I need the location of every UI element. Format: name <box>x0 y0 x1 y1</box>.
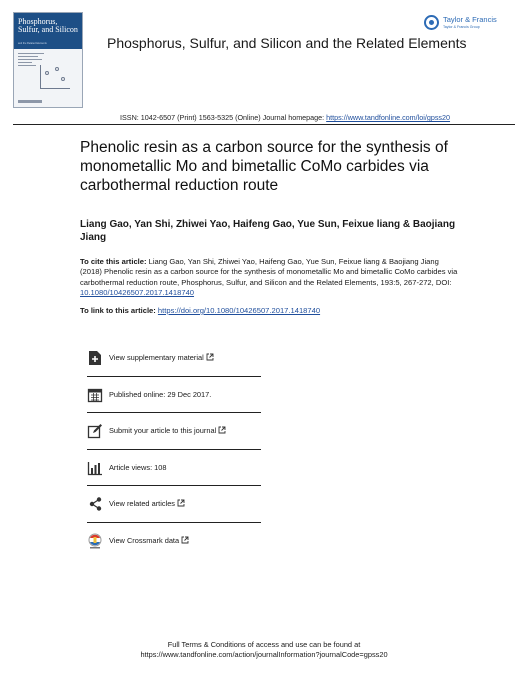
cover-title: Phosphorus, Sulfur, and Silicon <box>18 17 78 34</box>
info-row-label: Published online: 29 Dec 2017. <box>109 389 212 399</box>
info-row-label: View supplementary material <box>109 353 204 362</box>
info-row-label: Submit your article to this journal <box>109 426 217 435</box>
header-divider <box>13 124 515 125</box>
footer <box>0 640 528 660</box>
cite-label: To cite this article: <box>80 257 149 266</box>
bar-chart-icon <box>87 460 103 476</box>
info-row-label: View related articles <box>109 499 175 508</box>
info-row-published <box>87 377 261 414</box>
taylor-francis-logo[interactable] <box>424 13 520 35</box>
edit-icon <box>87 423 103 439</box>
external-link-icon <box>177 499 185 507</box>
journal-homepage-link[interactable]: https://www.tandfonline.com/loi/gpss20 <box>326 113 451 122</box>
info-row-crossmark[interactable] <box>87 523 261 560</box>
calendar-icon <box>87 387 103 403</box>
external-link-icon <box>218 426 226 434</box>
issn-line <box>120 113 450 122</box>
cover-publisher-mark <box>18 100 42 103</box>
cite-doi-link[interactable]: 10.1080/10426507.2017.1418740 <box>80 287 195 297</box>
cover-subtitle: and the Related Elements <box>18 42 47 45</box>
related-articles-icon <box>87 496 103 512</box>
footer-terms-link[interactable]: https://www.tandfonline.com/action/journalInformation?journalCode=gpss20 <box>140 650 388 659</box>
article-authors: Liang Gao, Yan Shi, Zhiwei Yao, Haifeng Gao, Yue Sun, Feixue liang & Baojiang Jiang <box>80 219 456 243</box>
citation-block <box>80 257 460 298</box>
info-row-related[interactable] <box>87 486 261 523</box>
article-info-list <box>87 340 261 559</box>
external-link-icon <box>181 536 189 544</box>
taylor-francis-logo-icon <box>424 15 439 30</box>
info-row-label: Article views: 108 <box>109 462 167 472</box>
info-row-label: View Crossmark data <box>109 535 180 545</box>
info-row-submit[interactable] <box>87 413 261 450</box>
journal-cover-thumbnail <box>13 12 83 108</box>
article-title: Phenolic resin as a carbon source for the synthesis of monometallic Mo and bimetallic CoMo carbides via carbothermal reduction route <box>80 139 448 194</box>
journal-title: Phosphorus, Sulfur, and Silicon and the Related Elements <box>107 35 467 51</box>
cover-figure <box>40 65 70 89</box>
publisher-name: Taylor & Francis <box>443 15 497 24</box>
publisher-tagline: Taylor & Francis Group <box>443 25 480 29</box>
article-doi-link[interactable]: https://doi.org/10.1080/10426507.2017.1418740 <box>157 306 321 315</box>
info-row-views <box>87 450 261 487</box>
issn-text: ISSN: 1042-6507 (Print) 1563-5325 (Online) Journal homepage: <box>120 113 327 122</box>
cite-text: Liang Gao, Yan Shi, Zhiwei Yao, Haifeng Gao, Yue Sun, Feixue liang & Baojiang Jiang (2018) Phenolic resin as a carbon source for the synthesis of monometallic Mo and bimetallic CoMo carbides via carbothermal reduction route, Phosphorus, Sulfur, and Silicon and the Related Elements, 193:5, 267-272, DOI: <box>80 257 458 287</box>
article-link-line <box>80 306 320 315</box>
cover-title-band <box>14 13 82 49</box>
external-link-icon <box>206 353 214 361</box>
link-label: To link to this article: <box>80 306 158 315</box>
footer-terms-text: Full Terms & Conditions of access and use can be found at <box>167 640 361 649</box>
info-row-supplementary[interactable] <box>87 340 261 377</box>
crossmark-icon <box>87 533 103 549</box>
supplementary-material-icon <box>87 350 103 366</box>
